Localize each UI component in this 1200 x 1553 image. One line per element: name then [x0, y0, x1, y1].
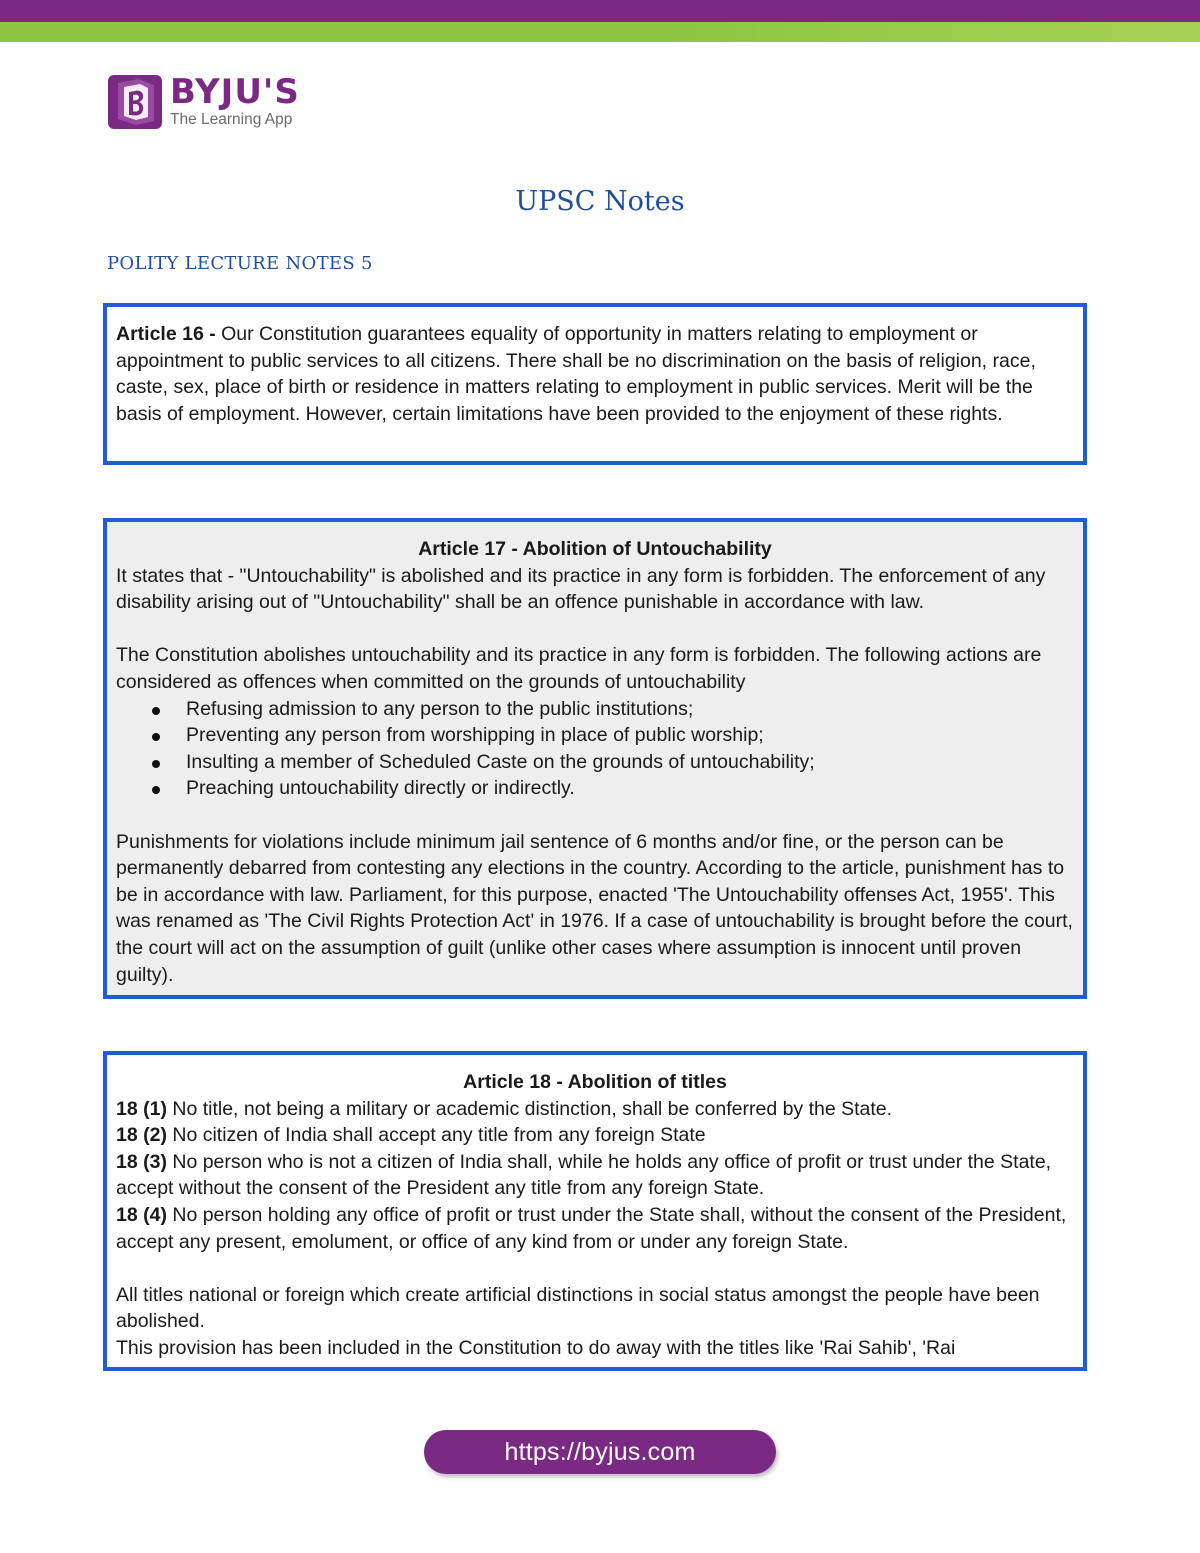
clause-label: 18 (2): [116, 1124, 167, 1147]
list-item: Insulting a member of Scheduled Caste on the grounds of untouchability;: [152, 749, 1074, 776]
article-17-para-3: Punishments for violations include minimum jail sentence of 6 months and/or fine, or the person can be permanently debarred from contesting any elections in the country. According to the article, punishment has to be in accordance with law. Parliament, for this purpose, enacted 'The Untouchability offenses Act, 1955'. This was renamed as 'The Civil Rights Protection Act' in 1976. If a case of untouchability is brought before the court, the court will act on the assumption of guilt (unlike other cases where assumption is innocent until proven guilty).: [116, 830, 1073, 986]
page-subtitle: POLITY LECTURE NOTES 5: [107, 253, 373, 274]
article-16-box: [103, 303, 1087, 465]
article-17-heading: Article 17 - Abolition of Untouchability: [418, 538, 772, 560]
clause-label: 18 (4): [116, 1203, 167, 1226]
byjus-logo: [108, 72, 300, 132]
brand-name: BYJU'S: [170, 72, 300, 112]
clause-text: No person holding any office of profit or trust under the State shall, without the consent of the President, accept any present, emolument, or office of any kind from or under any foreign State.: [116, 1203, 1067, 1253]
article-16-body: Our Constitution guarantees equality of opportunity in matters relating to employment or appointment to public services to all citizens. There shall be no discrimination on the basis of religion, race, caste, sex, place of birth or residence in matters relating to employment in public services. Merit will be the basis of employment. However, certain limitations have been provided to the enjoyment of these rights.: [116, 323, 1036, 425]
clause-18-4: [116, 1202, 1074, 1255]
article-18-box: [103, 1051, 1087, 1371]
clause-18-2: [116, 1122, 1074, 1149]
clause-text: No title, not being a military or academic distinction, shall be conferred by the State.: [166, 1097, 893, 1120]
clause-text: No person who is not a citizen of India shall, while he holds any office of profit or trust under the State, accept without the consent of the President any title from any foreign State.: [116, 1150, 1052, 1200]
clause-18-3: [116, 1149, 1074, 1202]
top-band-purple: [0, 0, 1200, 22]
clause-text: No citizen of India shall accept any title from any foreign State: [166, 1124, 706, 1147]
footer-url-text: https://byjus.com: [504, 1437, 696, 1466]
offence-list: [116, 696, 1074, 802]
list-item: Preventing any person from worshipping in place of public worship;: [152, 722, 1074, 749]
list-item: Preaching untouchability directly or indirectly.: [152, 775, 1074, 802]
article-16-label: Article 16 -: [116, 323, 216, 345]
footer-url-link[interactable]: [424, 1430, 776, 1474]
article-18-para-2: This provision has been included in the Constitution to do away with the titles like 'Rai Sahib', 'Rai: [116, 1336, 956, 1359]
clause-label: 18 (1): [116, 1097, 167, 1120]
article-16-text: [116, 321, 1074, 427]
article-18-para-1: All titles national or foreign which create artificial distinctions in social status amongst the people have been abolished.: [116, 1283, 1040, 1333]
article-17-para-2: The Constitution abolishes untouchability and its practice in any form is forbidden. The following actions are considered as offences when committed on the grounds of untouchability: [116, 644, 1042, 693]
top-band-green: [0, 22, 1200, 42]
article-18-heading: Article 18 - Abolition of titles: [463, 1071, 727, 1093]
byjus-logo-icon: [108, 73, 162, 131]
article-17-para-1: It states that - "Untouchability" is abolished and its practice in any form is forbidden. The enforcement of any disability arising out of "Untouchability" shall be an offence punishable in accordance with law.: [116, 564, 1046, 614]
brand-tagline: The Learning App: [170, 111, 293, 128]
page-title: UPSC Notes: [515, 186, 685, 217]
clause-18-1: [116, 1096, 1074, 1123]
clause-label: 18 (3): [116, 1150, 167, 1173]
list-item: Refusing admission to any person to the public institutions;: [152, 696, 1074, 723]
article-17-box: [103, 518, 1087, 999]
